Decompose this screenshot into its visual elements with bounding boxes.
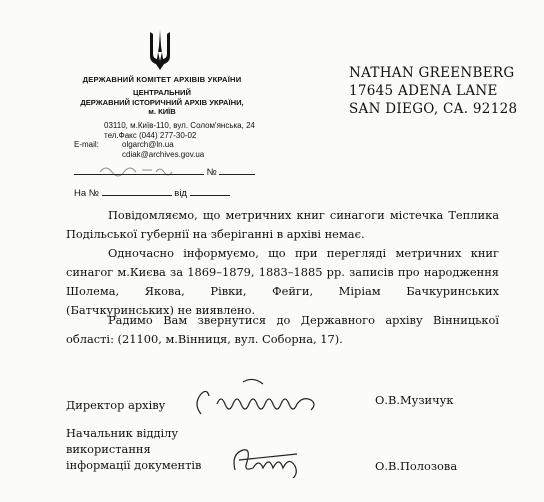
- email-address: cdiak@archives.gov.ua: [122, 150, 205, 159]
- incoming-number-line: [102, 186, 172, 196]
- email-list: [122, 140, 204, 160]
- director-name: О.В.Музичук: [375, 393, 454, 407]
- ref-date-line: [74, 165, 204, 175]
- address-line: 03110, м.Київ-110, вул. Солом'янська, 24: [104, 121, 255, 130]
- outgoing-ref-row: [74, 165, 255, 178]
- department-head-title-line: інформації документів: [66, 458, 202, 472]
- archive-name: [72, 88, 252, 117]
- recipient-line: NATHAN GREENBERG: [349, 65, 515, 81]
- committee-name: ДЕРЖАВНИЙ КОМІТЕТ АРХІВІВ УКРАЇНИ: [82, 75, 242, 84]
- archive-name-line: ЦЕНТРАЛЬНИЙ: [133, 88, 191, 97]
- email-label: E-mail:: [74, 140, 99, 149]
- director-title: Директор архіву: [66, 398, 166, 412]
- body-paragraph: Повідомляємо, що метричних книг синагоги містечка Теплика Подільської губернії на зберіганні в архіві немає.: [66, 208, 499, 241]
- email-address: olgarch@ln.ua: [122, 140, 174, 149]
- trident-emblem-icon: [147, 28, 173, 72]
- ref-number-line: [219, 165, 255, 175]
- department-head-title: [66, 425, 201, 473]
- department-head-title-line: використання: [66, 442, 151, 456]
- director-signature: [183, 374, 358, 419]
- sender-address: [104, 121, 255, 140]
- recipient-address: [349, 64, 517, 118]
- address-line: тел.Факс (044) 277-30-02: [104, 130, 197, 140]
- archive-name-line: м. КИЇВ: [148, 107, 176, 117]
- body-paragraph: Одночасно інформуємо, що при перегляді метричних книг синагог м.Києва за 1869–1879, 1883–1885 рр. записів про народження Шолема, Якова, Рівки, Фейги, Міріам Бачкуринських (Батчкуринських) не виявлено.: [66, 246, 499, 317]
- recipient-line: 17645 ADENA LANE: [349, 83, 498, 99]
- archive-name-line: ДЕРЖАВНИЙ ІСТОРИЧНИЙ АРХІВ УКРАЇНИ,: [80, 97, 244, 107]
- incoming-number-label: На №: [74, 188, 99, 199]
- ref-number-label: №: [206, 167, 217, 178]
- body-paragraph: Радимо Вам звернутися до Державного архіву Вінницької області: (21100, м.Вінниця, вул. Соборна, 17).: [66, 313, 499, 346]
- incoming-from-label: від: [174, 188, 187, 199]
- recipient-line: SAN DIEGO, CA. 92128: [349, 101, 518, 117]
- incoming-ref-row: [74, 186, 230, 199]
- incoming-date-line: [190, 186, 230, 196]
- department-head-signature: [225, 440, 315, 478]
- department-head-title-line: Начальник відділу: [66, 426, 179, 440]
- department-head-name: О.В.Полозова: [375, 459, 458, 473]
